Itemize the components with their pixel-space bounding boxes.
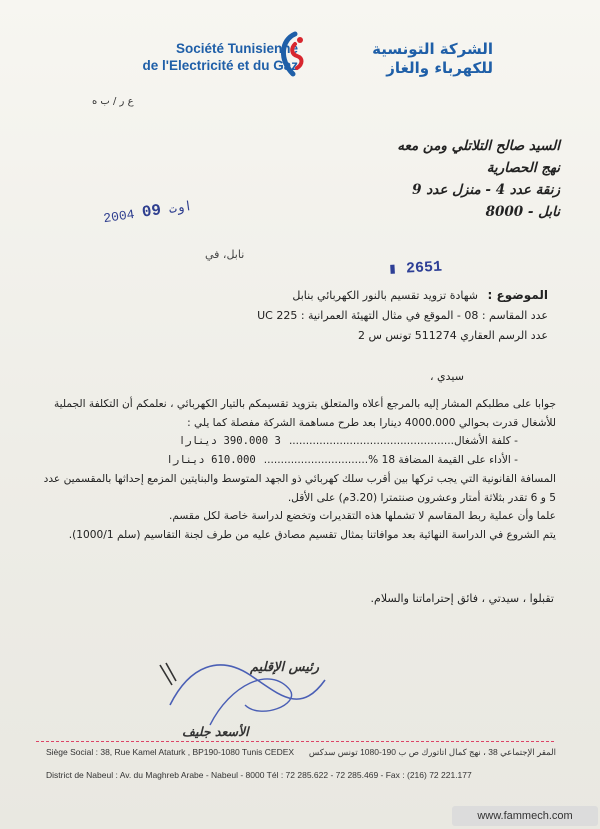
cost-works-label: - كلفة الأشغال................................................. [288,435,518,447]
date-stamp [102,197,193,227]
closing-formula: تقبلوا ، سيدتي ، فائق إحتراماتنا والسلام. [370,592,554,605]
body-paragraph-connection: علما وأن عملية ربط المقاسم لا تشملها هذه التقديرات وتخضع لدراسة خاصة لكل مقسم. [168,510,556,522]
company-name-french [108,40,298,74]
cost-row-works [38,432,556,451]
body-paragraph-distance: المسافة القانونية التي يجب تركها بين أقرب سلك كهربائي ذو الجهد المتوسط والبنايتين المزمع إحداثها بالمقسمين عدد 5 و 6 تقدر بثلاثة أمتار وعشرون صنتمترا (3.20م) على الأقل. [43,473,556,504]
signature-scribble [150,645,340,730]
footer-siege-french: Siège Social : 38, Rue Kamel Ataturk , BP190-1080 Tunis CEDEX [46,747,295,757]
subject-block [100,285,548,346]
handwritten-note: ع ر / ب ه [92,96,134,107]
site-watermark: www.fammech.com [452,806,598,826]
recipient-address [300,135,560,223]
company-fr-line2: de l'Electricité et du Gaz [142,58,298,73]
recipient-street: نهج الحصارية [486,160,560,176]
subject-lots: عدد المقاسم : 08 - الموقع في مثال التهيئة العمرانية : UC 225 [257,309,548,322]
place-date-line: نابل، في [205,248,245,261]
company-ar-line2: للكهرباء والغاز [386,59,493,77]
signatory-name: الأسعد جليف [182,724,249,739]
footer-headquarters [46,747,556,758]
subject-land-title: عدد الرسم العقاري 511274 تونس س 2 [357,329,548,342]
company-ar-line1: الشركة التونسية [372,40,493,58]
subject-label: الموضوع : [487,288,548,302]
body-paragraph-study: يتم الشروع في الدراسة النهائية بعد موافاتنا بمثال تقسيم مصادق عليه من طرف لجنة التقاسيم (سلم 1000/1). [68,528,556,541]
steg-logo-icon [273,30,313,78]
cost-vat-amount: 610.000 دينارا [166,454,256,466]
cost-works-amount: 3 390.000 دينارا [178,435,281,447]
reference-number: 2651 [405,258,443,278]
company-name-arabic [318,40,493,78]
cost-row-vat [38,451,556,470]
date-day: 09 [140,201,163,222]
reference-stamp [388,257,443,279]
body-paragraph-intro: جوابا على مطلبكم المشار إليه بالمرجع أعلاه والمتعلق بتزويد تقسيمكم بالتيار الكهربائي ، نعلمكم أن التكلفة الجملية للأشغال قدرت بحوالي 4000.000 دينارا بعد طرح مساهمة الشركة مفصلة كما يلي : [54,398,556,429]
recipient-city: نابل - 8000 [485,204,560,220]
subject-line [100,285,548,306]
company-fr-line1: Société Tunisienne [175,41,298,56]
recipient-name: السيد صالح التلاتلي ومن معه [397,138,560,154]
recipient-alley: زنقة عدد 4 - منزل عدد 9 [412,182,560,198]
date-month: اوت [167,198,194,217]
footer-siege-arabic: المقر الإجتماعي 38 ، نهج كمال اتاتورك ص ب 190-1080 تونس سدكس [308,747,556,757]
subject-title: شهادة تزويد تقسيم بالنور الكهربائي بنابل [292,289,479,302]
signatory-title: رئيس الإقليم [250,660,320,675]
footer-divider [36,741,554,742]
reference-number-icon: ▮ [387,260,398,279]
letter-body [38,395,556,544]
cost-vat-label: - الأداء على القيمة المضافة 18 %............................... [263,454,518,466]
salutation: سيدي ، [430,370,464,383]
date-year: 2004 [102,206,136,227]
footer-district: District de Nabeul : Av. du Maghreb Arabe - Nabeul - 8000 Tél : 72 285.622 - 72 285.469 - Fax : (216) 72 221.177 [46,770,472,780]
